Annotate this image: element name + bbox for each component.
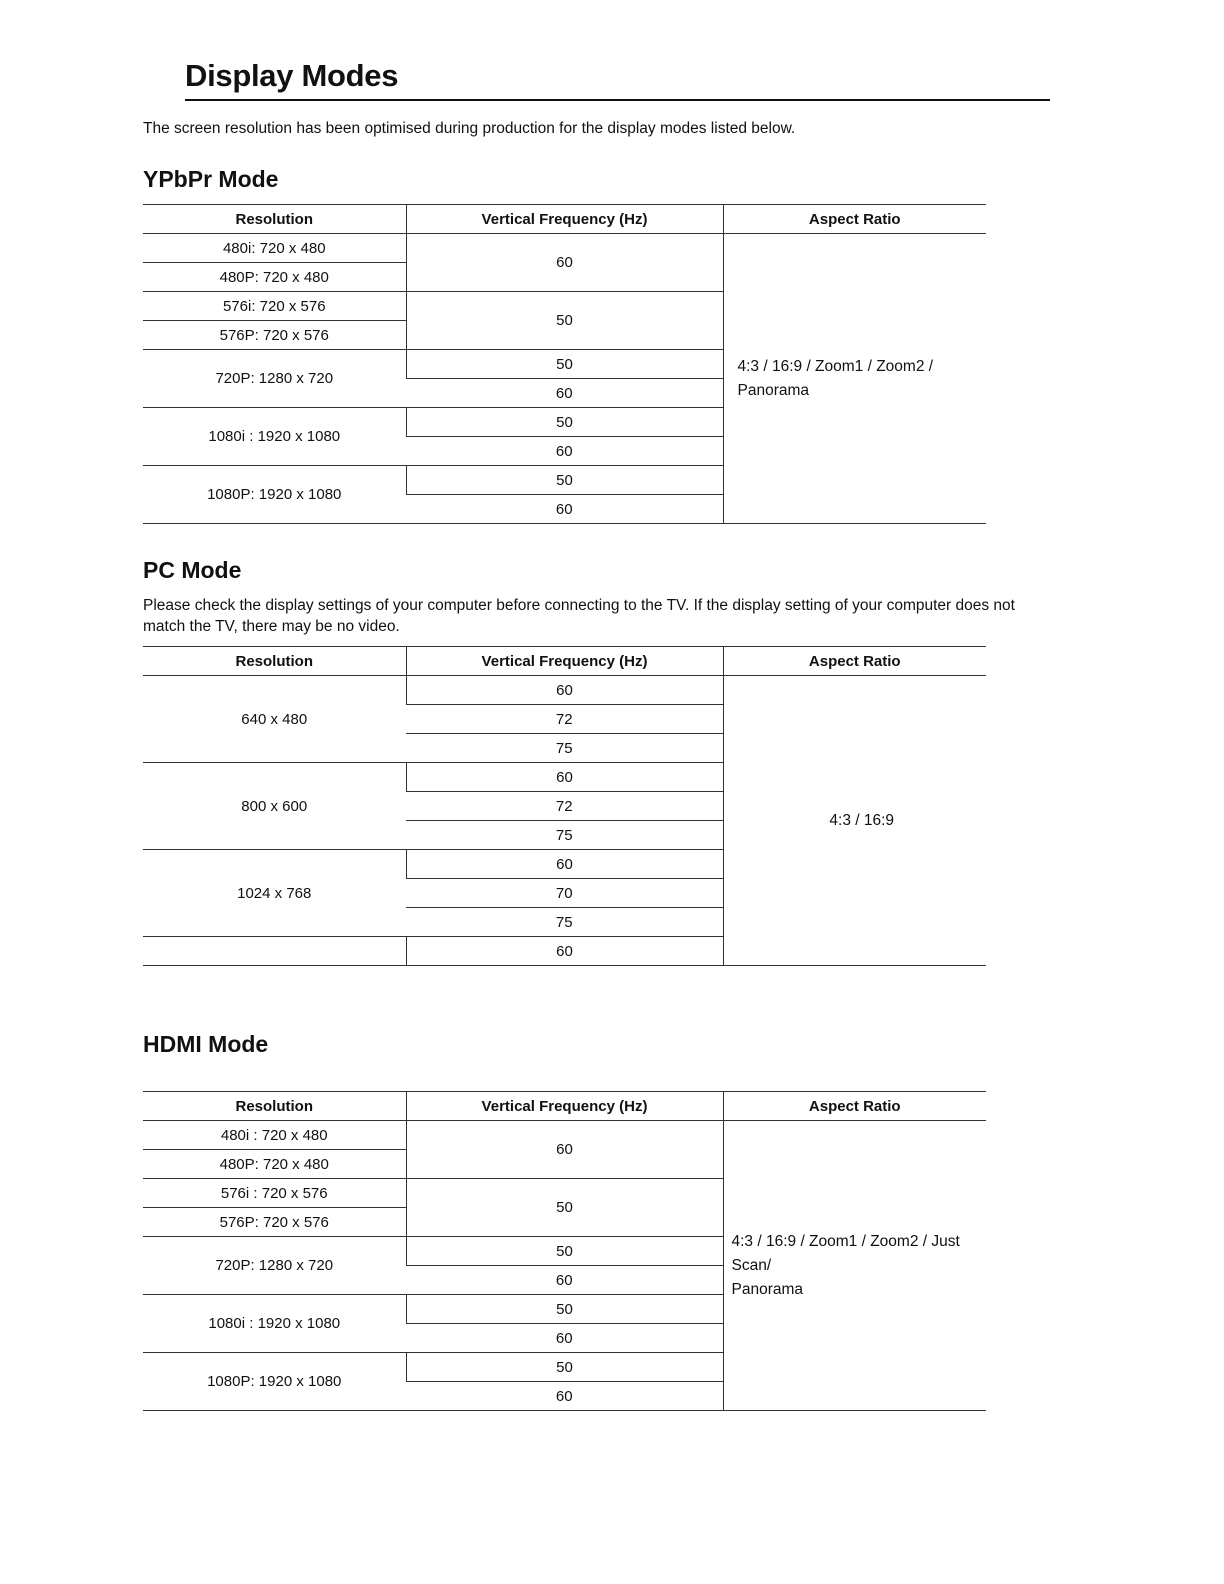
frequency-cell: 60	[406, 437, 723, 466]
frequency-cell: 50	[406, 1295, 723, 1324]
table-header-row	[143, 647, 986, 676]
frequency-cell: 50	[406, 292, 723, 350]
frequency-cell: 60	[406, 379, 723, 408]
frequency-cell: 60	[406, 763, 723, 792]
frequency-cell: 72	[406, 705, 723, 734]
header-resolution: Resolution	[143, 1092, 406, 1121]
ypbpr-table	[143, 204, 986, 524]
resolution-cell: 720P: 1280 x 720	[143, 1237, 406, 1295]
pc-section-title: PC Mode	[143, 557, 242, 583]
resolution-cell: 576i: 720 x 576	[143, 292, 406, 321]
table-row	[143, 1121, 986, 1150]
table-row	[143, 676, 986, 705]
resolution-cell: 480P: 720 x 480	[143, 1150, 406, 1179]
frequency-cell: 50	[406, 466, 723, 495]
frequency-cell: 60	[406, 495, 723, 524]
header-aspect: Aspect Ratio	[723, 205, 986, 234]
table-header-row	[143, 1092, 986, 1121]
frequency-cell: 75	[406, 908, 723, 937]
frequency-cell: 60	[406, 234, 723, 292]
frequency-cell: 50	[406, 408, 723, 437]
aspect-ratio-cell: 4:3 / 16:9 / Zoom1 / Zoom2 / Panorama	[723, 234, 986, 524]
resolution-cell: 640 x 480	[143, 676, 406, 763]
frequency-cell: 60	[406, 1324, 723, 1353]
resolution-cell: 480i : 720 x 480	[143, 1121, 406, 1150]
header-frequency: Vertical Frequency (Hz)	[406, 647, 723, 676]
aspect-ratio-cell	[723, 1121, 986, 1411]
aspect-ratio-line: Panorama	[731, 1280, 804, 1298]
resolution-cell: 1080i : 1920 x 1080	[143, 408, 406, 466]
header-resolution: Resolution	[143, 647, 406, 676]
frequency-cell: 72	[406, 792, 723, 821]
frequency-cell: 60	[406, 937, 723, 966]
pc-note: Please check the display settings of your computer before connecting to the TV. If the display setting of your computer does not match the TV, there may be no video.	[143, 597, 1015, 635]
table-row	[143, 234, 986, 263]
hdmi-table	[143, 1091, 986, 1411]
intro-text: The screen resolution has been optimised during production for the display modes listed below.	[143, 120, 796, 137]
aspect-ratio-line: 4:3 / 16:9 / Zoom1 / Zoom2 / Just Scan/	[731, 1232, 960, 1274]
resolution-cell: 480i: 720 x 480	[143, 234, 406, 263]
header-aspect: Aspect Ratio	[723, 1092, 986, 1121]
resolution-cell: 480P: 720 x 480	[143, 263, 406, 292]
frequency-cell: 50	[406, 1179, 723, 1237]
frequency-cell: 60	[406, 1121, 723, 1179]
header-aspect: Aspect Ratio	[723, 647, 986, 676]
header-frequency: Vertical Frequency (Hz)	[406, 1092, 723, 1121]
resolution-cell: 1080P: 1920 x 1080	[143, 466, 406, 524]
hdmi-section-title: HDMI Mode	[143, 1031, 269, 1057]
pc-table	[143, 646, 986, 966]
header-resolution: Resolution	[143, 205, 406, 234]
resolution-cell: 576P: 720 x 576	[143, 321, 406, 350]
frequency-cell: 50	[406, 1237, 723, 1266]
resolution-cell: 1080P: 1920 x 1080	[143, 1353, 406, 1411]
frequency-cell: 50	[406, 350, 723, 379]
resolution-cell: 1080i : 1920 x 1080	[143, 1295, 406, 1353]
header-frequency: Vertical Frequency (Hz)	[406, 205, 723, 234]
frequency-cell: 60	[406, 1382, 723, 1411]
title-rule	[185, 99, 1050, 101]
resolution-cell: 1024 x 768	[143, 850, 406, 937]
frequency-cell: 60	[406, 1266, 723, 1295]
frequency-cell: 60	[406, 850, 723, 879]
resolution-cell: 720P: 1280 x 720	[143, 350, 406, 408]
frequency-cell: 70	[406, 879, 723, 908]
aspect-ratio-cell: 4:3 / 16:9	[723, 676, 986, 966]
table-header-row	[143, 205, 986, 234]
frequency-cell: 50	[406, 1353, 723, 1382]
frequency-cell: 75	[406, 821, 723, 850]
frequency-cell: 60	[406, 676, 723, 705]
frequency-cell: 75	[406, 734, 723, 763]
resolution-cell: 800 x 600	[143, 763, 406, 850]
resolution-cell: 576P: 720 x 576	[143, 1208, 406, 1237]
resolution-cell: 576i : 720 x 576	[143, 1179, 406, 1208]
resolution-cell	[143, 937, 406, 966]
page-title: Display Modes	[185, 58, 399, 93]
ypbpr-section-title: YPbPr Mode	[143, 166, 279, 192]
